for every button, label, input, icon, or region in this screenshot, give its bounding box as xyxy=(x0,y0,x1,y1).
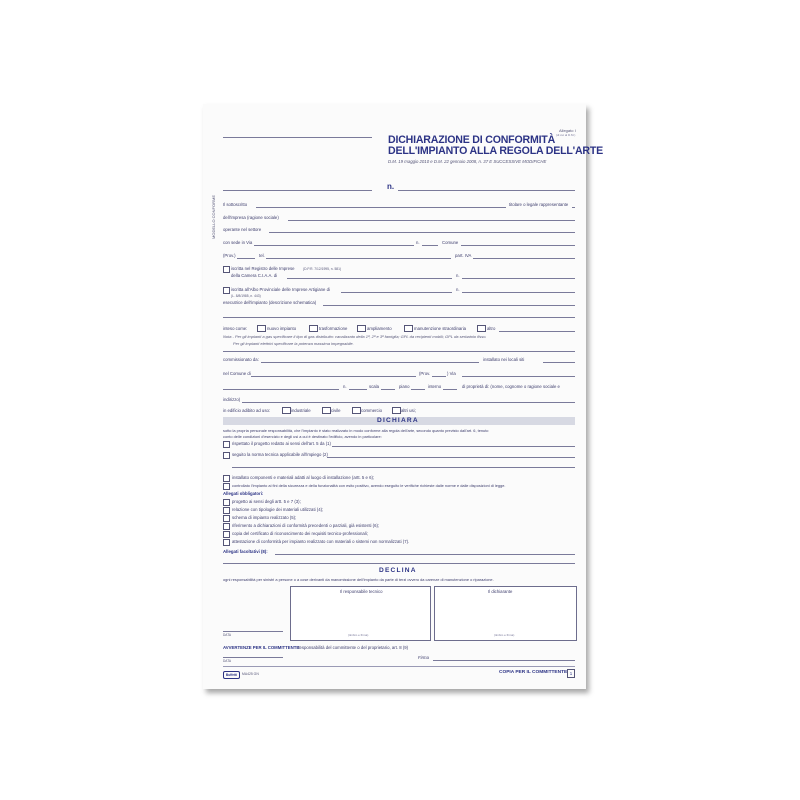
civile-checkbox[interactable] xyxy=(322,407,331,414)
buffetti-logo: Buffetti xyxy=(223,671,240,679)
label-tel: tel. xyxy=(259,253,265,258)
nota-2: Per gli impianti elettrici specificare la potenza massima impegnabile. xyxy=(233,341,354,346)
civico-input[interactable] xyxy=(422,245,438,246)
impresa-input[interactable] xyxy=(288,220,575,221)
dichiara-heading: DICHIARA xyxy=(377,417,419,424)
via-2-cont-input[interactable] xyxy=(223,389,339,390)
data-2-input[interactable] xyxy=(223,657,283,658)
sottoscritto-input[interactable] xyxy=(256,207,506,208)
label-via: ) Via xyxy=(447,371,456,376)
label-trasformazione: trasformazione xyxy=(319,326,348,331)
prov-2-input[interactable] xyxy=(432,376,446,377)
number-label: n. xyxy=(387,182,395,191)
form-sheet xyxy=(203,104,604,689)
label-n-cciaa: n. xyxy=(456,273,460,278)
altri-usi-checkbox[interactable] xyxy=(392,407,401,414)
dichiara-item-4: controllato l'impianto ai fini della sicurezza e della funzionalità con esito positivo, avendo eseguito le verifiche richieste dalle norme e dalle disposizioni di legge. xyxy=(232,483,506,488)
dichiara-intro-2: conto delle condizioni d'esercizio e degli usi a cui è destinato l'edificio, avendo in particolare: xyxy=(223,434,382,439)
label-iva: part. IVA xyxy=(455,253,472,258)
footer-line xyxy=(223,666,575,667)
label-altro: altro xyxy=(487,326,496,331)
label-albo: iscritta all'Albo Provinciale delle Imprese Artigiane di xyxy=(231,287,330,292)
trasformazione-checkbox[interactable] xyxy=(309,325,318,332)
norma-input-2[interactable] xyxy=(232,467,575,468)
allegato-item-2: relazione con tipologie dei materiali utilizzati (4); xyxy=(232,507,324,512)
label-settore: operante nel settore xyxy=(223,227,262,232)
label-albo-ref: (L. 8/8/1985, n. 443) xyxy=(231,294,261,298)
label-sottoscritto: Il sottoscritto xyxy=(223,202,248,207)
comune-input[interactable] xyxy=(461,245,575,246)
piano-input[interactable] xyxy=(411,389,425,390)
allegati-obbligatori-label: Allegati obbligatori: xyxy=(223,491,264,496)
manutenzione-checkbox[interactable] xyxy=(404,325,413,332)
label-manutenzione: manutenzione straordinaria xyxy=(414,326,467,331)
materiali-checkbox[interactable] xyxy=(223,475,230,482)
copy-label: COPIA PER IL COMMITTENTE xyxy=(499,670,568,675)
allegato-5-checkbox[interactable] xyxy=(223,531,230,538)
allegato-4-checkbox[interactable] xyxy=(223,523,230,530)
label-proprieta: di proprietà di: (nome, cognome o ragione sociale e xyxy=(462,384,560,389)
label-n: n. xyxy=(416,240,420,245)
label-registro-ref: (D.P.R. 7/12/1995, n. 581) xyxy=(303,267,342,271)
form-code: MA425 GN xyxy=(242,672,259,676)
industriale-checkbox[interactable] xyxy=(282,407,291,414)
firma-input[interactable] xyxy=(433,660,575,661)
nel-comune-input[interactable] xyxy=(251,376,416,377)
commercio-checkbox[interactable] xyxy=(352,407,361,414)
label-registro: iscritta nel Registro delle Imprese xyxy=(231,266,295,271)
nuovo-checkbox[interactable] xyxy=(257,325,266,332)
label-ampliamento: ampliamento xyxy=(367,326,392,331)
via-input[interactable] xyxy=(254,245,414,246)
label-civile: civile xyxy=(331,408,341,413)
allegati-facoltativi-input[interactable] xyxy=(275,554,575,555)
label-nuovo: nuovo impianto xyxy=(267,326,297,331)
allegato-item-5: copia del certificato di riconoscimento dei requisiti tecnico-professionali; xyxy=(232,531,368,536)
altro-input[interactable] xyxy=(499,331,575,332)
label-comune: Comune xyxy=(442,240,459,245)
allegato-1-checkbox[interactable] xyxy=(223,499,230,506)
dichiarante-timbro: (timbro e firma) xyxy=(494,633,515,637)
label-piano: piano xyxy=(399,384,410,389)
subtitle: D.M. 19 maggio 2010 e D.M. 22 gennaio 2008, n. 37 E SUCCESSIVE MODIFICHE xyxy=(388,159,547,164)
norma-input[interactable] xyxy=(327,457,575,458)
allegato-2-checkbox[interactable] xyxy=(223,507,230,514)
label-cciaa: della Camera C.I.A.A. di xyxy=(231,273,278,278)
side-label: MODELLO CONFORME xyxy=(211,194,216,239)
label-prov: (Prov.) xyxy=(223,253,236,258)
number-line xyxy=(398,190,575,191)
label-installato: installato nei locali siti xyxy=(483,357,525,362)
label-n-2: n. xyxy=(343,384,347,389)
controllato-checkbox[interactable] xyxy=(223,483,230,490)
label-sede: con sede in Via xyxy=(223,240,253,245)
data-input[interactable] xyxy=(223,631,283,632)
scala-input[interactable] xyxy=(381,389,395,390)
allegato-label: Allegato I xyxy=(559,128,576,133)
progetto-checkbox[interactable] xyxy=(223,441,230,448)
esecutrice-input-2[interactable] xyxy=(223,317,575,318)
allegato-item-3: schema di impianto realizzato (5); xyxy=(232,515,297,520)
header-line xyxy=(223,137,372,138)
allegato-sub: (di cui al D.M.) xyxy=(556,133,576,137)
label-responsabile: Il responsabile tecnico xyxy=(340,589,383,594)
label-scala: scala xyxy=(369,384,380,389)
declina-heading: DECLINA xyxy=(379,567,417,574)
prov-input[interactable] xyxy=(237,258,255,259)
label-interno: interno xyxy=(428,384,442,389)
albo-n-input[interactable] xyxy=(462,292,575,293)
via-2-input[interactable] xyxy=(462,376,575,377)
label-commissionato: commissionato da: xyxy=(223,357,259,362)
avvertenze-label: AVVERTENZE PER IL COMMITTENTE: xyxy=(223,645,301,650)
interno-input[interactable] xyxy=(443,389,457,390)
albo-input[interactable] xyxy=(341,292,452,293)
allegati-facoltativi-input-2[interactable] xyxy=(223,563,575,564)
page-number: 1 xyxy=(567,669,575,678)
progetto-input[interactable] xyxy=(332,446,575,447)
nota-input[interactable] xyxy=(223,351,575,352)
label-impresa: dell'impresa (ragione sociale) xyxy=(223,215,279,220)
label-nel-comune: nel Comune di xyxy=(223,371,251,376)
label-commercio: commercio xyxy=(361,408,383,413)
allegato-item-1: progetto ai sensi degli artt. 5 e 7 (3); xyxy=(232,499,301,504)
iva-input[interactable] xyxy=(473,258,575,259)
responsabile-timbro: (timbro e firma) xyxy=(348,633,369,637)
label-data: DATA xyxy=(223,633,232,637)
label-industriale: industriale xyxy=(291,408,311,413)
label-edificio: in edificio adibito ad uso: xyxy=(223,408,271,413)
allegato-item-4: riferimento a dichiarazioni di conformità precedenti o parziali, già esistenti (6); xyxy=(232,523,380,528)
allegato-3-checkbox[interactable] xyxy=(223,515,230,522)
registro-checkbox[interactable] xyxy=(223,266,230,273)
label-inteso: inteso come: xyxy=(223,326,248,331)
cciaa-input[interactable] xyxy=(287,278,452,279)
label-titolare: titolare o legale rappresentante xyxy=(509,202,569,207)
date-line xyxy=(223,190,372,191)
dichiara-item-3: installato componenti e materiali adatti al luogo di installazione (artt. 5 e 6); xyxy=(232,475,375,480)
tel-input[interactable] xyxy=(266,258,451,259)
dichiara-intro-1: sotto la propria personale responsabilità, che l'impianto è stato realizzato in modo conforme alla regola dell'arte, secondo quanto previsto dall'art. 6, tenuto xyxy=(223,428,489,433)
commissionato-input[interactable] xyxy=(261,362,479,363)
label-data-2: DATA xyxy=(223,659,232,663)
albo-checkbox[interactable] xyxy=(223,287,230,294)
esecutrice-input[interactable] xyxy=(323,305,575,306)
avvertenze-text: responsabilità del committente o del proprietario, art. 8 (9) xyxy=(298,645,409,650)
title-line-2: DELL'IMPIANTO ALLA REGOLA DELL'ARTE xyxy=(388,145,604,157)
declina-text: ogni responsabilità per sinistri a persone o a cose derivanti da manomissione dell'impianto da parte di terzi ovvero da carenze di manutenzione o riparazione. xyxy=(223,577,494,582)
label-n-albo: n. xyxy=(456,287,460,292)
dichiara-item-1: rispettato il progetto redatto ai sensi dell'art. 5 da (1) xyxy=(232,441,331,446)
label-dichiarante: Il dichiarante xyxy=(488,589,513,594)
label-firma: Firma xyxy=(418,655,429,660)
installato-input[interactable] xyxy=(543,362,575,363)
nota: Nota - Per gli impianti a gas specificare il tipo di gas distribuito: canalizzato della 1ª, 2ª e 3ª famiglia; GPL da recipienti mobili; GPL da serbatoio fisso. xyxy=(223,334,487,339)
label-esecutrice: esecutrice dell'impianto (descrizione schematica) xyxy=(223,300,317,305)
cciaa-n-input[interactable] xyxy=(462,278,575,279)
ampliamento-checkbox[interactable] xyxy=(357,325,366,332)
indirizzo-input[interactable] xyxy=(242,402,575,403)
label-prov-2: (Prov. xyxy=(419,371,431,376)
altro-checkbox[interactable] xyxy=(477,325,486,332)
allegato-6-checkbox[interactable] xyxy=(223,539,230,546)
titolare-tail xyxy=(572,207,575,208)
allegati-facoltativi-label: Allegati facoltativi (8): xyxy=(223,549,268,554)
settore-input[interactable] xyxy=(269,232,575,233)
n-2-input[interactable] xyxy=(349,389,367,390)
label-altri-usi: altri usi; xyxy=(401,408,416,413)
dichiara-item-2: seguito la norma tecnica applicabile all'impiego (2) xyxy=(232,452,328,457)
allegato-item-6: attestazione di conformità per impianto realizzato con materiali o sistemi non normalizzati (7). xyxy=(232,539,410,544)
title-line-1: DICHIARAZIONE DI CONFORMITÀ xyxy=(388,134,556,146)
norma-checkbox[interactable] xyxy=(223,452,230,459)
label-indirizzo: indirizzo) xyxy=(223,397,241,402)
